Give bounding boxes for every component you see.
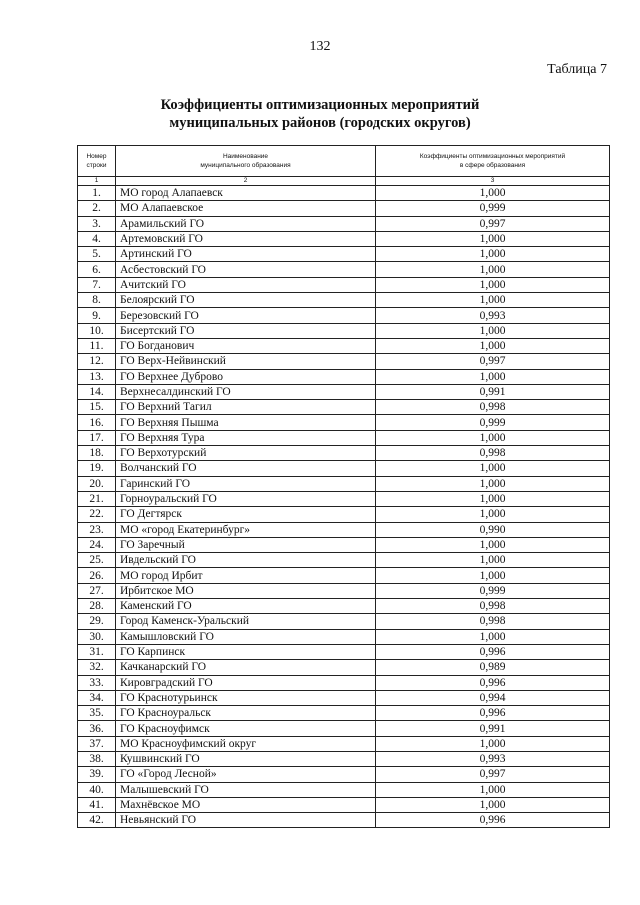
coefficient-value: 0,990 [376,522,610,537]
coefficient-value: 0,999 [376,415,610,430]
header-row-number [78,146,116,177]
header-coefficient-line1: Коэффициенты оптимизационных мероприятий [419,153,566,160]
row-number: 1. [78,186,116,201]
municipality-name: Кировградский ГО [116,675,376,690]
row-number: 19. [78,461,116,476]
table-row [78,629,610,644]
municipality-name: Качканарский ГО [116,660,376,675]
row-number: 23. [78,522,116,537]
municipality-name: ГО Верхотурский [116,446,376,461]
coefficient-value: 1,000 [376,369,610,384]
column-number: 2 [116,177,376,186]
coefficient-value: 0,998 [376,614,610,629]
table-row [78,369,610,384]
table-row [78,461,610,476]
row-number: 8. [78,293,116,308]
row-number: 20. [78,476,116,491]
table-row [78,476,610,491]
row-number: 30. [78,629,116,644]
row-number: 37. [78,736,116,751]
table-row [78,736,610,751]
coefficient-value: 0,991 [376,384,610,399]
table-row [78,247,610,262]
row-number: 2. [78,201,116,216]
row-number: 7. [78,277,116,292]
coefficient-value: 1,000 [376,186,610,201]
municipality-name: Белоярский ГО [116,293,376,308]
municipality-name: Каменский ГО [116,599,376,614]
table-row [78,231,610,246]
table-row [78,537,610,552]
coefficient-value: 1,000 [376,461,610,476]
municipality-name: МО город Алапаевск [116,186,376,201]
table-row [78,293,610,308]
table-body [78,186,610,828]
coefficient-value: 1,000 [376,231,610,246]
municipality-name: Ирбитское МО [116,583,376,598]
municipality-name: Бисертский ГО [116,323,376,338]
coefficient-value: 0,996 [376,706,610,721]
row-number: 9. [78,308,116,323]
table-row [78,568,610,583]
coefficient-value: 0,996 [376,675,610,690]
municipality-name: Ивдельский ГО [116,553,376,568]
coefficient-value: 1,000 [376,338,610,353]
table-row [78,354,610,369]
table-row [78,583,610,598]
coefficient-value: 0,997 [376,216,610,231]
row-number: 13. [78,369,116,384]
column-number: 1 [78,177,116,186]
table-row [78,491,610,506]
table-row [78,614,610,629]
coefficient-value: 1,000 [376,736,610,751]
table-row [78,277,610,292]
municipality-name: ГО Верхний Тагил [116,400,376,415]
municipality-name: ГО Верхняя Тура [116,430,376,445]
row-number: 31. [78,644,116,659]
coefficient-value: 1,000 [376,797,610,812]
title-line-1: Коэффициенты оптимизационных мероприятий [160,97,480,113]
row-number: 3. [78,216,116,231]
header-municipality-line1: Наименование [222,153,269,160]
row-number: 12. [78,354,116,369]
municipality-name: ГО Верхняя Пышма [116,415,376,430]
row-number: 26. [78,568,116,583]
table-row [78,415,610,430]
row-number: 33. [78,675,116,690]
municipality-name: ГО Красноуфимск [116,721,376,736]
row-number: 41. [78,797,116,812]
table-row [78,384,610,399]
table-row [78,400,610,415]
coefficient-value: 0,999 [376,583,610,598]
coefficient-value: 1,000 [376,476,610,491]
row-number: 24. [78,537,116,552]
municipality-name: Кушвинский ГО [116,751,376,766]
table-row [78,308,610,323]
row-number: 40. [78,782,116,797]
municipality-name: Асбестовский ГО [116,262,376,277]
table-title [0,96,640,132]
header-coefficient [376,146,610,177]
column-number: 3 [376,177,610,186]
table-row [78,706,610,721]
coefficient-value: 0,998 [376,400,610,415]
table-row [78,767,610,782]
municipality-name: Ачитский ГО [116,277,376,292]
row-number: 5. [78,247,116,262]
row-number: 15. [78,400,116,415]
municipality-name: ГО Карпинск [116,644,376,659]
coefficient-value: 0,989 [376,660,610,675]
row-number: 39. [78,767,116,782]
municipality-name: Город Каменск-Уральский [116,614,376,629]
municipality-name: ГО Краснотурьинск [116,690,376,705]
coefficient-value: 1,000 [376,553,610,568]
row-number: 28. [78,599,116,614]
row-number: 25. [78,553,116,568]
table-row [78,216,610,231]
municipality-name: МО Алапаевское [116,201,376,216]
table-row [78,446,610,461]
row-number: 36. [78,721,116,736]
municipality-name: Камышловский ГО [116,629,376,644]
coefficient-value: 0,996 [376,644,610,659]
table-row [78,690,610,705]
row-number: 6. [78,262,116,277]
coefficient-value: 1,000 [376,568,610,583]
coefficient-value: 1,000 [376,293,610,308]
row-number: 21. [78,491,116,506]
table-row [78,782,610,797]
municipality-name: Горноуральский ГО [116,491,376,506]
coefficient-value: 0,993 [376,308,610,323]
row-number: 4. [78,231,116,246]
table-row [78,813,610,828]
table-row [78,599,610,614]
table-row [78,338,610,353]
header-municipality [116,146,376,177]
municipality-name: Арамильский ГО [116,216,376,231]
coefficient-value: 0,999 [376,201,610,216]
row-number: 11. [78,338,116,353]
row-number: 34. [78,690,116,705]
table-row [78,660,610,675]
coefficient-value: 1,000 [376,247,610,262]
table-row [78,644,610,659]
coefficients-table [77,145,610,828]
row-number: 27. [78,583,116,598]
municipality-name: ГО Дегтярск [116,507,376,522]
coefficient-value: 1,000 [376,782,610,797]
municipality-name: Махнёвское МО [116,797,376,812]
municipality-name: ГО Верхнее Дуброво [116,369,376,384]
table-row [78,507,610,522]
row-number: 14. [78,384,116,399]
municipality-name: ГО «Город Лесной» [116,767,376,782]
row-number: 35. [78,706,116,721]
municipality-name: МО Красноуфимский округ [116,736,376,751]
header-municipality-line2: муниципального образования [200,162,291,169]
row-number: 17. [78,430,116,445]
column-number-row [78,177,610,186]
table-row [78,201,610,216]
coefficient-value: 0,997 [376,767,610,782]
row-number: 32. [78,660,116,675]
row-number: 42. [78,813,116,828]
coefficient-value: 1,000 [376,629,610,644]
municipality-name: Артинский ГО [116,247,376,262]
table-row [78,797,610,812]
row-number: 22. [78,507,116,522]
municipality-name: МО «город Екатеринбург» [116,522,376,537]
coefficient-value: 1,000 [376,507,610,522]
municipality-name: Артемовский ГО [116,231,376,246]
municipality-name: Гаринский ГО [116,476,376,491]
title-line-2: муниципальных районов (городских округов) [169,115,471,131]
table-row [78,186,610,201]
municipality-name: Волчанский ГО [116,461,376,476]
table-label: Таблица 7 [547,62,607,77]
coefficient-value: 1,000 [376,277,610,292]
municipality-name: ГО Заречный [116,537,376,552]
municipality-name: МО город Ирбит [116,568,376,583]
table-header-row [78,146,610,177]
table-row [78,721,610,736]
coefficient-value: 0,993 [376,751,610,766]
row-number: 38. [78,751,116,766]
coefficient-value: 1,000 [376,430,610,445]
header-coefficient-line2: в сфере образования [459,162,526,169]
municipality-name: ГО Красноуральск [116,706,376,721]
table-row [78,430,610,445]
municipality-name: ГО Верх-Нейвинский [116,354,376,369]
row-number: 10. [78,323,116,338]
table-row [78,522,610,537]
municipality-name: Березовский ГО [116,308,376,323]
header-row-number-line1: Номер [86,153,107,160]
header-row-number-line2: строки [86,162,107,169]
row-number: 16. [78,415,116,430]
table-row [78,751,610,766]
coefficient-value: 0,997 [376,354,610,369]
page-number: 132 [309,39,331,54]
coefficient-value: 0,991 [376,721,610,736]
municipality-name: ГО Богданович [116,338,376,353]
coefficient-value: 1,000 [376,262,610,277]
table-row [78,553,610,568]
coefficient-value: 1,000 [376,323,610,338]
coefficient-value: 0,996 [376,813,610,828]
coefficient-value: 1,000 [376,491,610,506]
coefficient-value: 1,000 [376,537,610,552]
coefficient-value: 0,998 [376,599,610,614]
table-row [78,675,610,690]
coefficient-value: 0,998 [376,446,610,461]
municipality-name: Верхнесалдинский ГО [116,384,376,399]
municipality-name: Невьянский ГО [116,813,376,828]
municipality-name: Малышевский ГО [116,782,376,797]
table-row [78,323,610,338]
row-number: 18. [78,446,116,461]
coefficient-value: 0,994 [376,690,610,705]
table-row [78,262,610,277]
row-number: 29. [78,614,116,629]
